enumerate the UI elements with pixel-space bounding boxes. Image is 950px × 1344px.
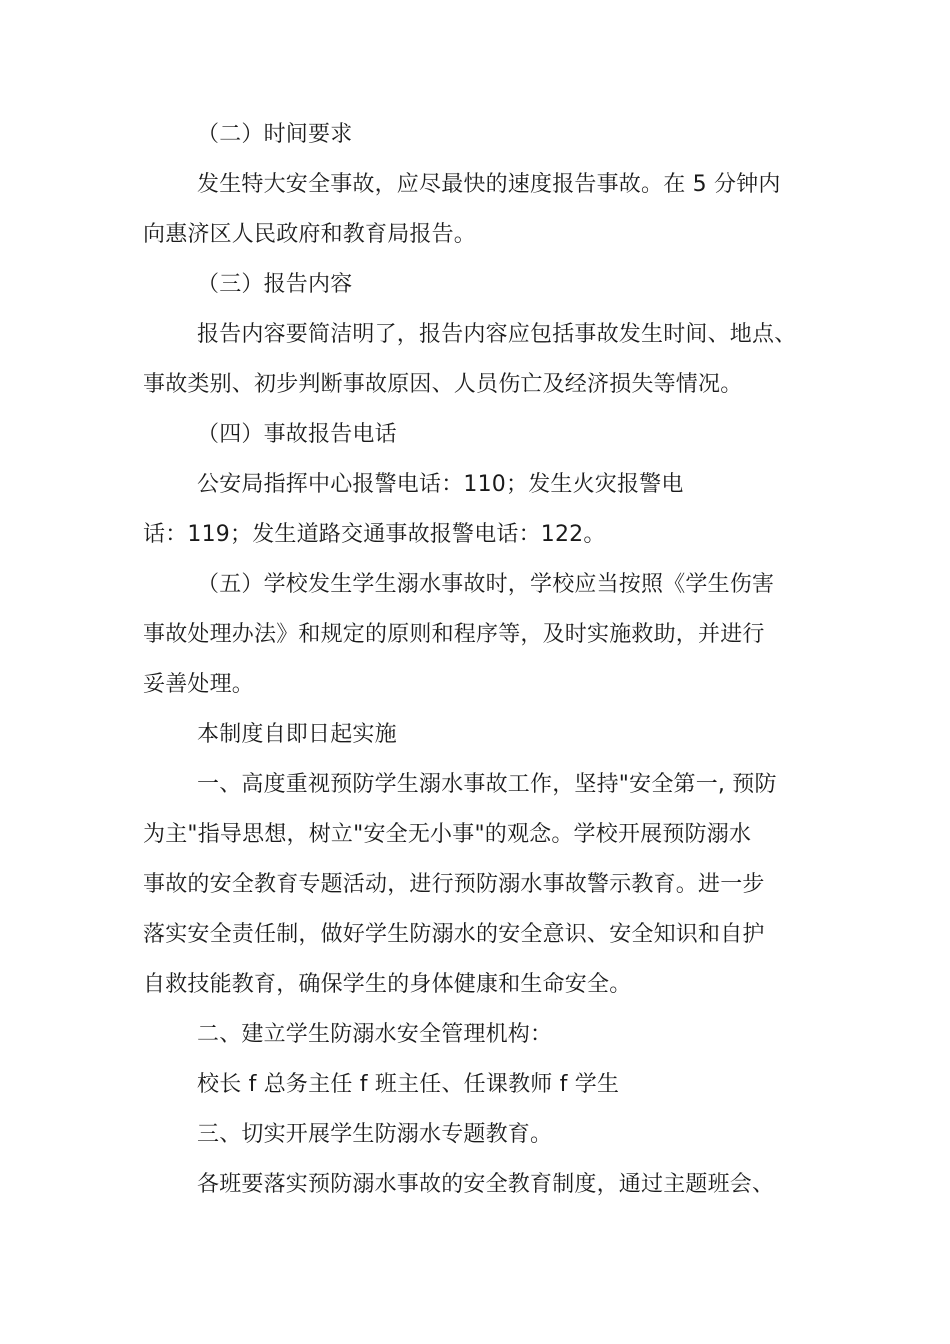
paragraph-line: 公安局指挥中心报警电话：110；发生火灾报警电 — [197, 472, 684, 497]
paragraph-line: 事故类别、初步判断事故原因、人员伤亡及经济损失等情况。 — [143, 372, 743, 397]
paragraph-line: 话：119；发生道路交通事故报警电话：122。 — [143, 522, 606, 547]
paragraph-line: 落实安全责任制，做好学生防溺水的安全意识、安全知识和自护 — [143, 922, 765, 947]
paragraph-line: 报告内容要简洁明了，报告内容应包括事故发生时间、地点、 — [197, 322, 797, 347]
paragraph-line: 向惠济区人民政府和教育局报告。 — [143, 222, 477, 247]
section-heading-report-content: （三）报告内容 — [197, 272, 353, 297]
effective-statement: 本制度自即日起实施 — [197, 722, 397, 747]
section-heading-report-phone: （四）事故报告电话 — [197, 422, 397, 447]
section-heading-time-requirements: （二）时间要求 — [197, 122, 353, 147]
paragraph-line: 一、高度重视预防学生溺水事故工作，坚持"安全第一, 预防 — [197, 772, 777, 797]
paragraph-line: 事故处理办法》和规定的原则和程序等，及时实施救助，并进行 — [143, 622, 765, 647]
section-heading-management-structure: 二、建立学生防溺水安全管理机构： — [197, 1022, 553, 1047]
paragraph-line: 校长 f 总务主任 f 班主任、任课教师 f 学生 — [197, 1072, 620, 1097]
paragraph-line: 妥善处理。 — [143, 672, 255, 697]
paragraph-line: 自救技能教育，确保学生的身体健康和生命安全。 — [143, 972, 632, 997]
paragraph-line: 为主"指导思想，树立"安全无小事"的观念。学校开展预防溺水 — [143, 822, 752, 847]
paragraph-line: 发生特大安全事故，应尽最快的速度报告事故。在 5 分钟内 — [197, 172, 781, 197]
paragraph-line: 各班要落实预防溺水事故的安全教育制度，通过主题班会、 — [197, 1172, 775, 1197]
section-heading-drowning-handling: （五）学校发生学生溺水事故时，学校应当按照《学生伤害 — [197, 572, 775, 597]
paragraph-line: 事故的安全教育专题活动，进行预防溺水事故警示教育。进一步 — [143, 872, 765, 897]
section-heading-special-education: 三、切实开展学生防溺水专题教育。 — [197, 1122, 553, 1147]
